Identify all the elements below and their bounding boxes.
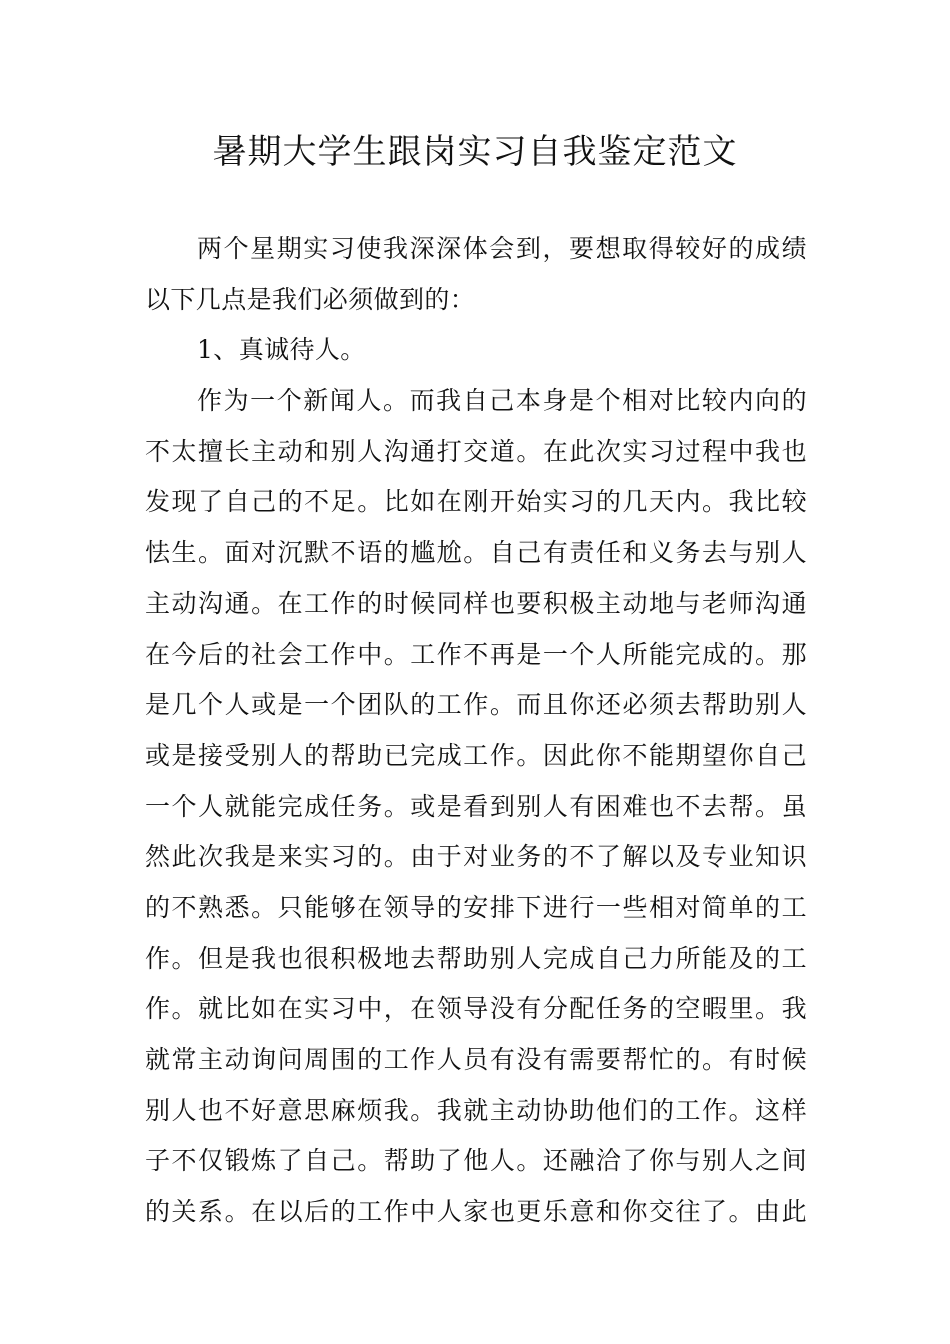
document-body (145, 224, 807, 1238)
text-line: 不太擅长主动和别人沟通打交道。在此次实习过程中我也 (145, 436, 807, 466)
text-line: 别人也不好意思麻烦我。我就主动协助他们的工作。这样 (145, 1095, 807, 1125)
text-line: 一个人就能完成任务。或是看到别人有困难也不去帮。虽 (145, 791, 807, 821)
text-line: 的不熟悉。只能够在领导的安排下进行一些相对简单的工 (145, 892, 807, 922)
text-line: 怯生。面对沉默不语的尴尬。自己有责任和义务去与别人 (145, 538, 807, 568)
text-line: 作为一个新闻人。而我自己本身是个相对比较内向的 (197, 386, 807, 416)
text-line: 或是接受别人的帮助已完成工作。因此你不能期望你自己 (145, 740, 807, 770)
text-line: 就常主动询问周围的工作人员有没有需要帮忙的。有时候 (145, 1045, 807, 1074)
text-line: 是几个人或是一个团队的工作。而且你还必须去帮助别人 (145, 690, 807, 720)
text-line: 子不仅锻炼了自己。帮助了他人。还融洽了你与别人之间 (145, 1146, 807, 1176)
text-line: 主动沟通。在工作的时候同样也要积极主动地与老师沟通 (145, 588, 807, 618)
text-line: 两个星期实习使我深深体会到，要想取得较好的成绩 (197, 234, 807, 263)
text-line: 然此次我是来实习的。由于对业务的不了解以及专业知识 (145, 842, 807, 872)
text-line: 的关系。在以后的工作中人家也更乐意和你交往了。由此 (145, 1197, 807, 1227)
text-line: 作。就比如在实习中，在领导没有分配任务的空暇里。我 (145, 994, 807, 1024)
text-line: 作。但是我也很积极地去帮助别人完成自己力所能及的工 (145, 943, 807, 973)
text-line: 发现了自己的不足。比如在刚开始实习的几天内。我比较 (145, 487, 807, 517)
text-line: 以下几点是我们必须做到的： (145, 284, 476, 314)
text-line: 在今后的社会工作中。工作不再是一个人所能完成的。那 (145, 639, 807, 669)
document-title: 暑期大学生跟岗实习自我鉴定范文 (212, 132, 738, 172)
text-line: 1、真诚待人。 (197, 335, 366, 365)
